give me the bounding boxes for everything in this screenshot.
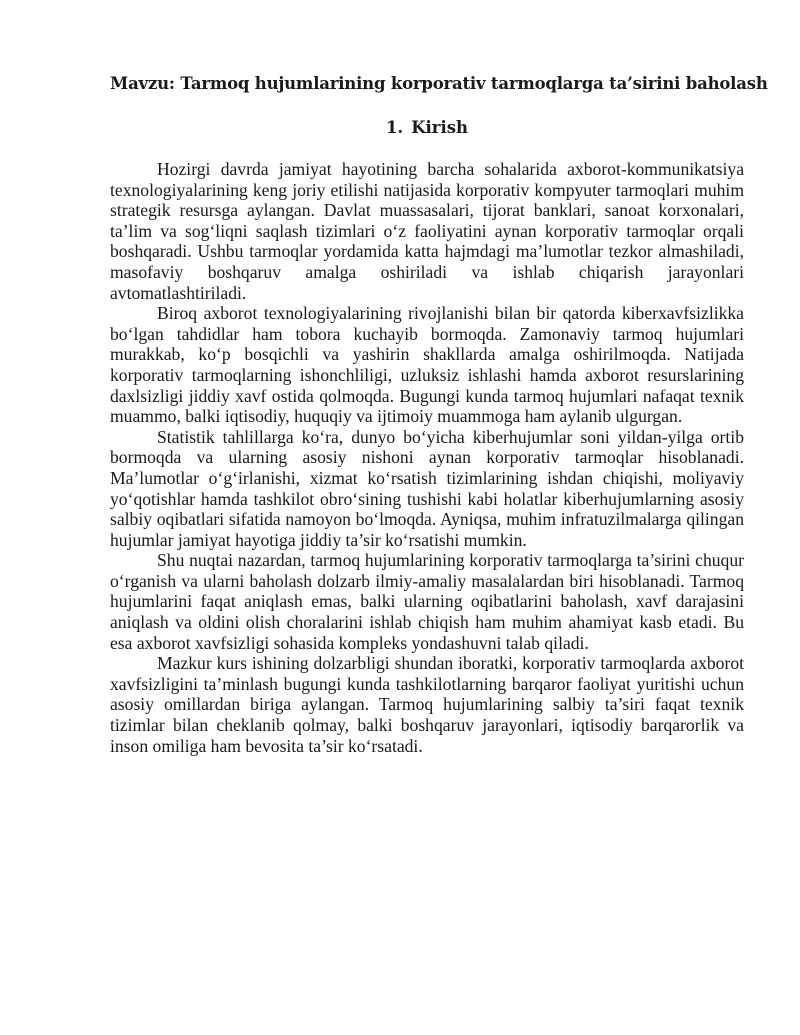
section-number: 1. [385, 118, 404, 137]
paragraph: Hozirgi davrda jamiyat hayotining barcha sohalarida axborot-kommunikatsiya texnologiyalarining keng joriy etilishi natijasida korporativ kompyuter tarmoqlari muhim strategik resursga aylangan. Davlat muassasalari, tijorat banklari, sanoat korxonalari, ta’lim va sog‘liqni saqlash tizimlari o‘z faoliyatini aynan korporativ tarmoqlar orqali boshqaradi. Ushbu tarmoqlar yordamida katta hajmdagi ma’lumotlar tezkor almashiladi, masofaviy boshqaruv amalga oshiriladi va ishlab chiqarish jarayonlari avtomatlashtiriladi. [110, 159, 744, 303]
section-title: Kirish [411, 118, 469, 137]
paragraph: Statistik tahlillarga ko‘ra, dunyo bo‘yicha kiberhujumlar soni yildan-yilga ortib bormoqda va ularning asosiy nishoni aynan korporativ tarmoqlar hisoblanadi. Ma’lumotlar o‘g‘irlanishi, xizmat ko‘rsatish tizimlarining ishdan chiqishi, moliyaviy yo‘qotishlar hamda tashkilot obro‘sining tushishi kabi holatlar kiberhujumlarning asosiy salbiy oqibatlari sifatida namoyon bo‘lmoqda. Ayniqsa, muhim infratuzilmalarga qilingan hujumlar jamiyat hayotiga jiddiy ta’sir ko‘rsatishi mumkin. [110, 426, 744, 550]
paragraph: Biroq axborot texnologiyalarining rivojlanishi bilan bir qatorda kiberxavfsizlikka bo‘lgan tahdidlar ham tobora kuchayib bormoqda. Zamonaviy tarmoq hujumlari murakkab, ko‘p bosqichli va yashirin shakllarda amalga oshirilmoqda. Natijada korporativ tarmoqlarning ishonchliligi, uzluksiz ishlashi hamda axborot resurslarining daxlsizligi jiddiy xavf ostida qolmoqda. Bugungi kunda tarmoq hujumlari nafaqat texnik muammo, balki iqtisodiy, huquqiy va ijtimoiy muammoga ham aylanib ulgurgan. [110, 303, 744, 427]
section-heading [110, 114, 744, 142]
paragraph: Mazkur kurs ishining dolzarbligi shundan iboratki, korporativ tarmoqlarda axborot xavfsizligini ta’minlash bugungi kunda tashkilotlarning barqaror faoliyat yuritishi uchun asosiy omillardan biriga aylangan. Tarmoq hujumlarining salbiy ta’siri faqat texnik tizimlar bilan cheklanib qolmay, balki boshqaruv jarayonlari, iqtisodiy barqarorlik va inson omiliga ham bevosita ta’sir ko‘rsatadi. [110, 653, 744, 756]
paragraph: Shu nuqtai nazardan, tarmoq hujumlarining korporativ tarmoqlarga ta’sirini chuqur o‘rganish va ularni baholash dolzarb ilmiy-amaliy masalalardan biri hisoblanadi. Tarmoq hujumlarini faqat aniqlash emas, balki ularning oqibatlarini baholash, xavf darajasini aniqlash va oldini olish choralarini ishlab chiqish ham muhim ahamiyat kasb etadi. Bu esa axborot xavfsizligi sohasida kompleks yondashuvni talab qiladi. [110, 550, 744, 653]
document-body [110, 159, 744, 756]
document-title: Mavzu: Tarmoq hujumlarining korporativ tarmoqlarga ta’sirini baholash [110, 74, 768, 93]
document-page [110, 70, 768, 756]
